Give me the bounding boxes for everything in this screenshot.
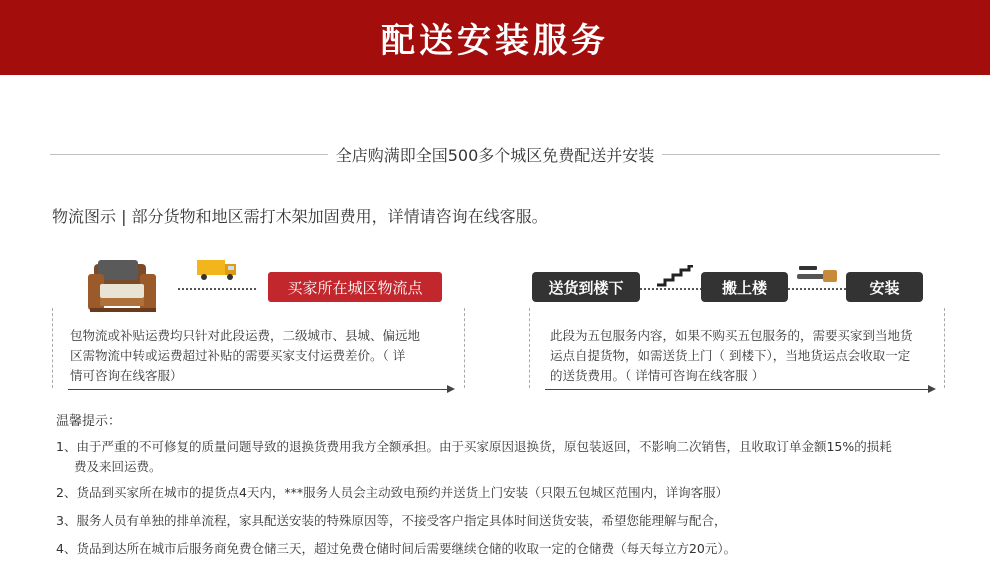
tip-text: 费及来回运费。 [74,459,162,474]
left-desc-line: 包物流或补贴运费均只针对此段运费，二级城市、县城、偏远地 [70,328,421,343]
station-badge: 买家所在城区物流点 [268,272,442,302]
promo-row [50,142,940,166]
tips-title: 温馨提示： [56,414,122,429]
divider-left [50,154,328,155]
tip-text: 4、货品到达所在城市后服务商免费仓储三天，超过免费仓储时间后需要继续仓储的收取一定的仓储费（每天每立方20元）。 [56,541,737,556]
logistics-title: 物流图示 | 部分货物和地区需打木架加固费用，详情请咨询在线客服。 [52,207,548,226]
left-arrow-line [68,389,448,390]
step-install: 安装 [846,272,923,302]
right-desc-line: 的送货费用。（ 详情可咨询在线客服 ） [550,368,765,383]
tip-item-2 [56,483,946,503]
promo-text: 全店购满即全国500多个城区免费配送并安装 [335,145,655,165]
tip-item-1 [56,437,946,477]
tip-text: 2、货品到买家所在城市的提货点4天内，***服务人员会主动致电预约并送货上门安装（只限五包城区范围内，详询客服） [56,485,729,500]
right-desc-line: 运点自提货物，如需送货上门（ 到楼下），当地货运点会收取一定 [550,348,911,363]
dotted-connector [178,288,256,290]
step-deliver-downstairs: 送货到楼下 [532,272,640,302]
dotted-connector [788,288,846,290]
tip-text: 3、服务人员有单独的排单流程，家具配送安装的特殊原因等，不接受客户指定具体时间送货安装，希望您能理解与配合， [56,513,727,528]
dotted-connector [640,288,702,290]
truck-icon [196,257,238,281]
step-carry-upstairs: 搬上楼 [701,272,788,302]
left-desc-line: 情可咨询在线客服） [70,368,183,383]
sofa-icon [80,256,170,314]
tip-item-4 [56,539,946,559]
tip-item-3 [56,511,946,531]
left-description [70,326,420,386]
stairs-icon [655,265,695,287]
right-description [550,326,913,386]
right-desc-line: 此段为五包服务内容，如果不购买五包服务的，需要买家到当地货 [550,328,913,343]
left-desc-line: 区需物流中转或运费超过补贴的需要买家支付运费差价。（ 详 [70,348,406,363]
right-arrow-line [545,389,929,390]
tools-icon [793,262,841,286]
page-title: 配送安装服务 [381,21,609,61]
left-arrow-head [447,385,455,393]
divider-right [662,154,940,155]
tip-text: 1、由于严重的不可修复的质量问题导致的退换货费用我方全额承担。由于买家原因退换货，原包装返回，不影响二次销售，且收取订单金额15%的损耗 [56,439,892,454]
right-arrow-head [928,385,936,393]
header-banner [0,0,990,75]
